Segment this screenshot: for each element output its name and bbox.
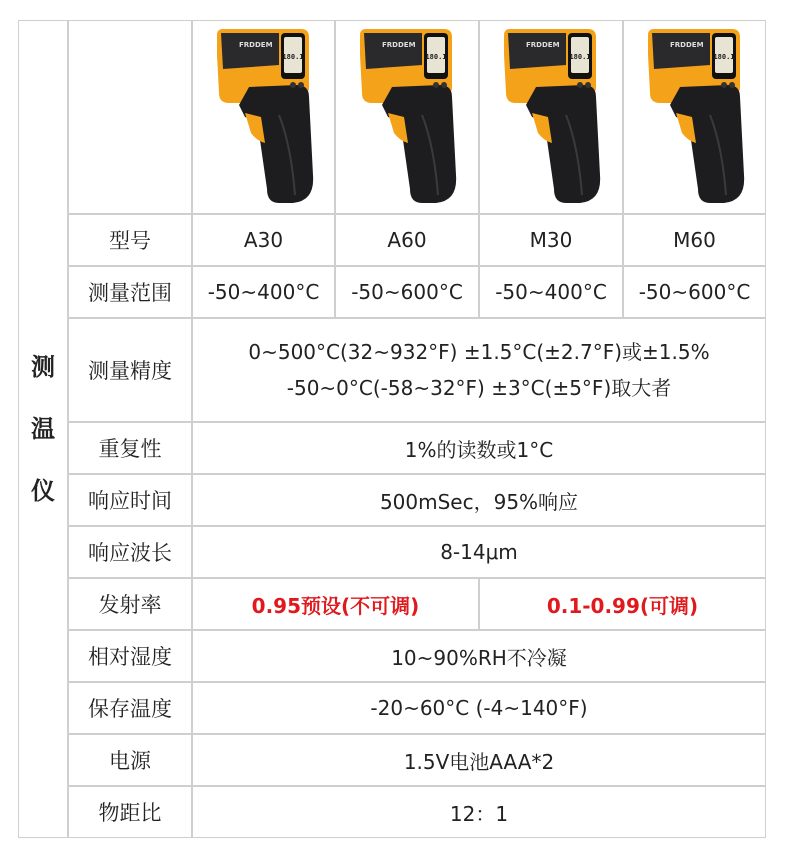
- row-label-power: 电源: [68, 734, 192, 786]
- model-cell: A30: [192, 214, 335, 266]
- svg-text:FRDDEM: FRDDEM: [669, 40, 704, 49]
- row-label-ratio: 物距比: [68, 786, 192, 838]
- model-cell: A60: [335, 214, 479, 266]
- emissivity-fixed-cell: 0.95预设(不可调): [192, 578, 479, 630]
- accuracy-line-2: -50~0°C(-58~32°F) ±3°C(±5°F)取大者: [286, 376, 672, 400]
- response-cell: 500mSec，95%响应: [192, 474, 766, 526]
- range-cell: -50~400°C: [192, 266, 335, 318]
- range-cell: -50~400°C: [479, 266, 623, 318]
- row-label-model: 型号: [68, 214, 192, 266]
- storage-cell: -20~60°C (-4~140°F): [192, 682, 766, 734]
- product-image-cell: [479, 20, 623, 214]
- row-label-response: 响应时间: [68, 474, 192, 526]
- row-label-repeat: 重复性: [68, 422, 192, 474]
- thermometer-gun-image: [352, 25, 462, 210]
- svg-text:180.1: 180.1: [425, 52, 447, 61]
- wavelength-cell: 8-14μm: [192, 526, 766, 578]
- repeat-cell: 1%的读数或1°C: [192, 422, 766, 474]
- range-cell: -50~600°C: [335, 266, 479, 318]
- row-label-emissivity: 发射率: [68, 578, 192, 630]
- range-cell: -50~600°C: [623, 266, 766, 318]
- side-title: [18, 20, 68, 838]
- product-image-cell: [335, 20, 479, 214]
- accuracy-cell: [192, 318, 766, 422]
- row-label-humidity: 相对湿度: [68, 630, 192, 682]
- side-title-char: 温: [31, 415, 55, 443]
- accuracy-line-1: 0~500°C(32~932°F) ±1.5°C(±2.7°F)或±1.5%: [248, 340, 710, 364]
- svg-text:FRDDEM: FRDDEM: [382, 40, 416, 49]
- thermometer-gun-image: [640, 25, 750, 210]
- row-label-storage: 保存温度: [68, 682, 192, 734]
- power-cell: 1.5V电池AAA*2: [192, 734, 766, 786]
- emissivity-adjustable-cell: 0.1-0.99(可调): [479, 578, 766, 630]
- row-label-range: 测量范围: [68, 266, 192, 318]
- product-image-cell: [192, 20, 335, 214]
- header-corner: [68, 20, 192, 214]
- svg-text:FRDDEM: FRDDEM: [526, 40, 560, 49]
- model-cell: M60: [623, 214, 766, 266]
- product-image-cell: [623, 20, 766, 214]
- svg-text:180.1: 180.1: [569, 52, 591, 61]
- svg-text:FRDDEM: FRDDEM: [238, 40, 273, 49]
- side-title-char: 测: [31, 353, 55, 381]
- svg-text:180.1: 180.1: [281, 52, 304, 61]
- side-title-char: 仪: [31, 477, 55, 505]
- row-label-wavelength: 响应波长: [68, 526, 192, 578]
- thermometer-gun-image: [209, 25, 319, 210]
- row-label-accuracy: 测量精度: [68, 318, 192, 422]
- humidity-cell: 10~90%RH不冷凝: [192, 630, 766, 682]
- model-cell: M30: [479, 214, 623, 266]
- ratio-cell: 12：1: [192, 786, 766, 838]
- thermometer-gun-image: [496, 25, 606, 210]
- svg-text:180.1: 180.1: [712, 52, 735, 61]
